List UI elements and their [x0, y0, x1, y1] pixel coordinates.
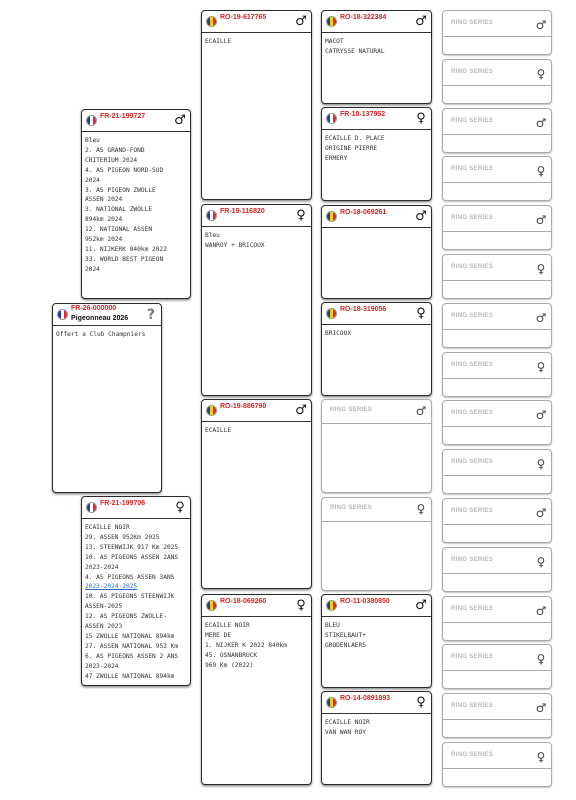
note-line: WANROY + BRICOUX	[205, 241, 265, 249]
empty-pigeon-slot[interactable]	[442, 498, 552, 543]
flag-icon-ro	[326, 308, 337, 319]
empty-pigeon-slot[interactable]	[442, 156, 552, 201]
male-symbol-icon: ♂	[535, 116, 547, 130]
note-line: 29. ASSEN 952Km 2025	[85, 533, 160, 541]
male-symbol-icon: ♂	[535, 408, 547, 422]
ring-series-placeholder: RING SERIES	[451, 702, 494, 709]
note-line: 4. AS PIGEON NORD-SUD	[85, 166, 164, 174]
card-header	[322, 303, 431, 325]
note-line: ECAILLE D. PLACE	[325, 135, 385, 142]
flag-icon-fr	[326, 113, 337, 124]
note-line: GRODENLAERS	[325, 641, 366, 649]
note-line: ECAILLE	[205, 38, 232, 45]
card-header	[443, 353, 551, 379]
card-header	[443, 597, 551, 623]
empty-pigeon-slot[interactable]	[321, 497, 432, 591]
card-header	[443, 109, 551, 135]
card-header	[322, 595, 431, 617]
card-notes	[202, 227, 311, 253]
ring-series-placeholder: RING SERIES	[451, 19, 494, 26]
empty-pigeon-slot[interactable]	[321, 399, 432, 493]
card-header	[202, 595, 311, 617]
note-line: 4. AS PIGEONS ASSEN 3ANS	[85, 573, 175, 581]
note-line: 952km 2024	[85, 236, 123, 244]
card-header	[322, 692, 431, 714]
male-symbol-icon: ♂	[535, 701, 547, 715]
ring-number: FR-18-137952	[340, 111, 386, 118]
pigeon-card[interactable]	[321, 302, 432, 396]
card-header	[443, 743, 551, 769]
ring-number: RO-19-617765	[220, 14, 267, 21]
note-line: 1. NIJKER K 2022 840km	[205, 641, 287, 649]
male-symbol-icon: ♂	[415, 404, 427, 418]
ring-series-placeholder: RING SERIES	[451, 117, 494, 124]
pigeon-card[interactable]	[201, 594, 312, 785]
ring-number: FR-26-000000	[71, 305, 117, 312]
pigeon-card[interactable]	[81, 109, 191, 299]
male-symbol-icon: ♂	[415, 598, 427, 613]
note-line: 13. STEENWIJK 917 Km 2025	[85, 543, 179, 551]
flag-icon-ro	[326, 697, 337, 708]
card-header	[322, 400, 431, 424]
card-notes	[202, 617, 311, 673]
female-symbol-icon: ♀	[536, 555, 546, 569]
female-symbol-icon: ♀	[296, 208, 306, 223]
card-notes	[53, 326, 161, 342]
flag-icon-fr	[86, 115, 97, 126]
card-notes	[322, 228, 431, 234]
card-header	[443, 304, 551, 330]
pigeon-card[interactable]	[321, 205, 432, 299]
card-notes	[202, 422, 311, 438]
ring-series-placeholder: RING SERIES	[451, 361, 494, 368]
female-symbol-icon: ♀	[536, 262, 546, 276]
ring-series-placeholder: RING SERIES	[451, 605, 494, 612]
empty-pigeon-slot[interactable]	[442, 303, 552, 348]
note-line: ORIGINE PIERRE	[325, 144, 378, 152]
card-notes	[322, 714, 431, 740]
card-header	[322, 206, 431, 228]
note-line: 3. AS PIGEON ZWOLLE	[85, 186, 156, 194]
ring-series-placeholder: RING SERIES	[451, 556, 494, 563]
pigeon-card[interactable]	[52, 303, 162, 493]
note-line: ECAILLE NOIR	[85, 524, 130, 531]
male-symbol-icon: ♂	[415, 14, 427, 29]
female-symbol-icon: ♀	[536, 457, 546, 471]
male-symbol-icon: ♂	[535, 213, 547, 227]
empty-pigeon-slot[interactable]	[442, 449, 552, 494]
flag-icon-ro	[326, 600, 337, 611]
ring-series-placeholder: RING SERIES	[451, 68, 494, 75]
empty-pigeon-slot[interactable]	[442, 59, 552, 104]
ring-series-placeholder: RING SERIES	[451, 409, 494, 416]
card-notes	[202, 33, 311, 49]
pigeon-card[interactable]	[321, 594, 432, 688]
ring-series-placeholder: RING SERIES	[451, 507, 494, 514]
male-symbol-icon: ♂	[415, 209, 427, 224]
male-symbol-icon: ♂	[535, 506, 547, 520]
note-line: BLEU	[325, 622, 340, 629]
note-line: 47 ZWOLLE NATIONAL 894km	[85, 672, 175, 680]
flag-icon-fr	[206, 210, 217, 221]
flag-icon-ro	[206, 600, 217, 611]
ring-number: FR-19-116820	[220, 208, 265, 215]
ring-series-placeholder: RING SERIES	[451, 263, 494, 270]
card-notes	[322, 325, 431, 341]
card-header	[443, 645, 551, 671]
pigeon-card[interactable]	[201, 399, 312, 589]
note-line: ASSEN 2023	[85, 623, 123, 631]
ring-number: RO-18-069260	[220, 598, 267, 605]
card-notes	[322, 33, 431, 59]
card-header	[443, 450, 551, 476]
female-symbol-icon: ♀	[175, 500, 185, 515]
note-line: STIKELBAUT+	[325, 631, 366, 639]
note-line: 33. WORLD BEST PIGEON	[85, 255, 164, 263]
card-header	[322, 498, 431, 522]
ring-series-placeholder: RING SERIES	[451, 312, 494, 319]
female-symbol-icon: ♀	[416, 502, 426, 516]
empty-pigeon-slot[interactable]	[442, 10, 552, 55]
flag-icon-fr	[57, 309, 68, 320]
male-symbol-icon: ♂	[295, 14, 307, 29]
card-header	[443, 401, 551, 427]
card-notes	[82, 519, 190, 684]
empty-pigeon-slot[interactable]	[442, 254, 552, 299]
note-line: ECAILLE NOIR	[205, 622, 250, 629]
female-symbol-icon: ♀	[536, 360, 546, 374]
ring-number: RO-19-886790	[220, 403, 267, 410]
ring-number: RO-18-322384	[340, 14, 387, 21]
pigeon-name: Pigeonneau 2026	[71, 315, 129, 322]
note-line: Bleu	[85, 137, 100, 144]
note-line: ERMERY	[325, 154, 348, 162]
card-header	[443, 157, 551, 183]
flag-icon-ro	[206, 16, 217, 27]
empty-pigeon-slot[interactable]	[442, 400, 552, 445]
note-line: Bleu	[205, 232, 220, 239]
note-line: 2024	[85, 176, 100, 184]
unknown-sex-icon: ?	[146, 307, 156, 323]
note-line: Offert a Club Champniers	[56, 331, 146, 338]
card-header	[443, 60, 551, 86]
note-line: BRICOUX	[325, 330, 352, 337]
note-line: ASSEN 2024	[85, 196, 123, 204]
note-line: 27. ASSEN NATIONAL 952 Km	[85, 642, 179, 650]
card-header	[443, 255, 551, 281]
flag-icon-ro	[326, 211, 337, 222]
pigeon-card[interactable]	[201, 10, 312, 200]
card-header	[202, 400, 311, 422]
note-line: 6. AS PIGEONS ASSEN 2 ANS	[85, 652, 179, 660]
ring-series-placeholder: RING SERIES	[451, 458, 494, 465]
note-line: 11. NIJKERK 840km 2022	[85, 245, 167, 253]
card-header	[322, 11, 431, 33]
pigeon-card[interactable]	[81, 496, 191, 686]
note-line: 894km 2024	[85, 216, 123, 224]
male-symbol-icon: ♂	[535, 604, 547, 618]
empty-pigeon-slot[interactable]	[442, 352, 552, 397]
pigeon-card[interactable]	[321, 691, 432, 785]
female-symbol-icon: ♀	[536, 67, 546, 81]
male-symbol-icon: ♂	[535, 311, 547, 325]
male-symbol-icon: ♂	[535, 18, 547, 32]
empty-pigeon-slot[interactable]	[442, 644, 552, 689]
card-header	[82, 110, 190, 132]
card-notes	[82, 132, 190, 277]
empty-pigeon-slot[interactable]	[442, 742, 552, 787]
ring-number: RO-14-0891893	[340, 695, 391, 702]
ring-series-placeholder: RING SERIES	[330, 504, 373, 511]
card-notes	[322, 617, 431, 653]
note-line: CRITERIUM 2024	[85, 156, 138, 164]
female-symbol-icon: ♀	[296, 598, 306, 613]
card-header	[443, 694, 551, 720]
note-line: MACOT	[325, 38, 344, 45]
note-line: ASSEN-2025	[85, 603, 123, 611]
note-line: 3. NATIONAL ZWOLLE	[85, 206, 153, 214]
card-header	[322, 108, 431, 130]
note-line: 2023-2024	[85, 662, 119, 670]
note-line: 12. NATIONAL ASSEN	[85, 226, 153, 234]
female-symbol-icon: ♀	[416, 306, 426, 321]
female-symbol-icon: ♀	[416, 695, 426, 710]
ring-series-placeholder: RING SERIES	[451, 214, 494, 221]
card-header	[443, 206, 551, 232]
note-line: 2024	[85, 265, 100, 273]
note-line: VAN WAN ROY	[325, 728, 366, 736]
flag-icon-ro	[206, 405, 217, 416]
flag-icon-fr	[86, 502, 97, 513]
note-line: 12. AS PIGEONS ZWOLLE-	[85, 613, 167, 621]
note-line: 10. AS PIGEONS STEENWIJK	[85, 593, 175, 601]
empty-pigeon-slot[interactable]	[442, 205, 552, 250]
male-symbol-icon: ♂	[295, 403, 307, 418]
note-line: 969 Km (2022)	[205, 661, 254, 669]
ring-series-placeholder: RING SERIES	[451, 165, 494, 172]
note-line: 15 ZWOLLE NATIONAL 894km	[85, 632, 175, 640]
note-line: 2. AS GRAND-FOND	[85, 146, 145, 154]
pigeon-card[interactable]	[321, 10, 432, 104]
male-symbol-icon: ♂	[174, 113, 186, 128]
ring-number: RO-18-069261	[340, 209, 387, 216]
female-symbol-icon: ♀	[536, 652, 546, 666]
flag-icon-ro	[326, 16, 337, 27]
note-line: MERE DE	[205, 631, 232, 639]
ring-number: RO-18-319056	[340, 306, 387, 313]
empty-pigeon-slot[interactable]	[442, 108, 552, 153]
ring-number: RO-11-0380850	[340, 598, 390, 605]
pigeon-card[interactable]	[201, 204, 312, 396]
pigeon-card[interactable]	[321, 107, 432, 201]
ring-series-placeholder: RING SERIES	[451, 751, 494, 758]
empty-pigeon-slot[interactable]	[442, 693, 552, 738]
female-symbol-icon: ♀	[536, 164, 546, 178]
card-header	[82, 497, 190, 519]
note-line: 10. AS PIGEONS ASSEN 2ANS	[85, 553, 179, 561]
note-line: 2023-2024	[85, 563, 119, 571]
card-header	[202, 205, 311, 227]
card-notes	[322, 130, 431, 166]
ring-series-placeholder: RING SERIES	[451, 653, 494, 660]
female-symbol-icon: ♀	[416, 111, 426, 126]
note-line: CATRYSSE NATURAL	[325, 47, 385, 55]
note-line: 45. OSNANBRUCK	[205, 651, 258, 659]
card-header	[53, 304, 161, 326]
ring-number: FR-21-199706	[100, 500, 146, 507]
note-line: ECAILLE NOIR	[325, 719, 370, 726]
note-link[interactable]: 2023-2024-2025	[85, 583, 138, 591]
empty-pigeon-slot[interactable]	[442, 596, 552, 641]
card-header	[443, 499, 551, 525]
card-header	[202, 11, 311, 33]
female-symbol-icon: ♀	[536, 750, 546, 764]
card-header	[443, 548, 551, 574]
card-header	[443, 11, 551, 37]
ring-series-placeholder: RING SERIES	[330, 406, 373, 413]
note-line: ECAILLE	[205, 427, 232, 434]
empty-pigeon-slot[interactable]	[442, 547, 552, 592]
ring-number: FR-21-199727	[100, 113, 146, 120]
